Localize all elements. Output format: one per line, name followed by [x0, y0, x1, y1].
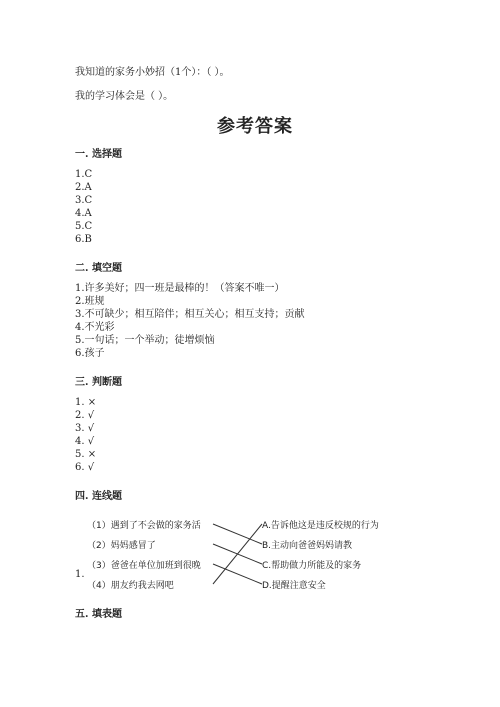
list-item: 3. √	[75, 423, 95, 434]
list-item: 1. ×	[75, 397, 97, 408]
list-item: 5.一句话；一个举动；徒增烦恼	[75, 335, 215, 346]
list-item: 1.许多美好；四一班是最棒的！（答案不唯一）	[75, 283, 285, 294]
section-title-fill: 二. 填空题	[75, 263, 122, 274]
match-left-item: （4）朋友约我去网吧	[87, 581, 174, 591]
list-item: 4. √	[75, 436, 95, 447]
list-item: 5.C	[75, 221, 93, 232]
list-item: 2.A	[75, 182, 92, 193]
match-left-item: （3）爸爸在单位加班到很晚	[87, 561, 201, 571]
match-left-item: （2）妈妈感冒了	[87, 541, 156, 551]
match-left-item: （1）遇到了不会做的家务活	[87, 521, 201, 531]
list-item: 4.A	[75, 208, 92, 219]
section-title-table: 五. 填表题	[75, 609, 122, 620]
list-item: 6.孩子	[75, 348, 105, 359]
match-connector-line	[213, 524, 262, 544]
list-item: 5. ×	[75, 449, 97, 460]
list-item: 1.C	[75, 169, 93, 180]
match-right-item: B.主动向爸爸妈妈请教	[262, 541, 353, 551]
match-question-number: 1.	[75, 569, 85, 580]
list-item: 4.不光彩	[75, 322, 115, 333]
section-title-match: 四. 连线题	[75, 491, 122, 502]
intro-line-2: 我的学习体会是（ ）。	[75, 91, 174, 102]
match-connector-line	[213, 564, 262, 584]
section-title-choice: 一. 选择题	[75, 149, 122, 160]
list-item: 3.不可缺少；相互陪伴；相互关心；相互支持；贡献	[75, 309, 305, 320]
list-item: 2. √	[75, 410, 95, 421]
match-right-item: A.告诉他这是违反校规的行为	[262, 521, 379, 531]
list-item: 6. √	[75, 462, 95, 473]
section-title-judge: 三. 判断题	[75, 377, 122, 388]
list-item: 2.班规	[75, 296, 105, 307]
answer-title: 参考答案	[217, 116, 293, 137]
intro-line-1: 我知道的家务小妙招（1个）：（ ）。	[75, 67, 230, 78]
match-right-item: D.提醒注意安全	[262, 581, 326, 591]
list-item: 3.C	[75, 195, 93, 206]
list-item: 6.B	[75, 234, 92, 245]
match-connector-line	[213, 524, 262, 584]
match-right-item: C.帮助做力所能及的家务	[262, 561, 362, 571]
